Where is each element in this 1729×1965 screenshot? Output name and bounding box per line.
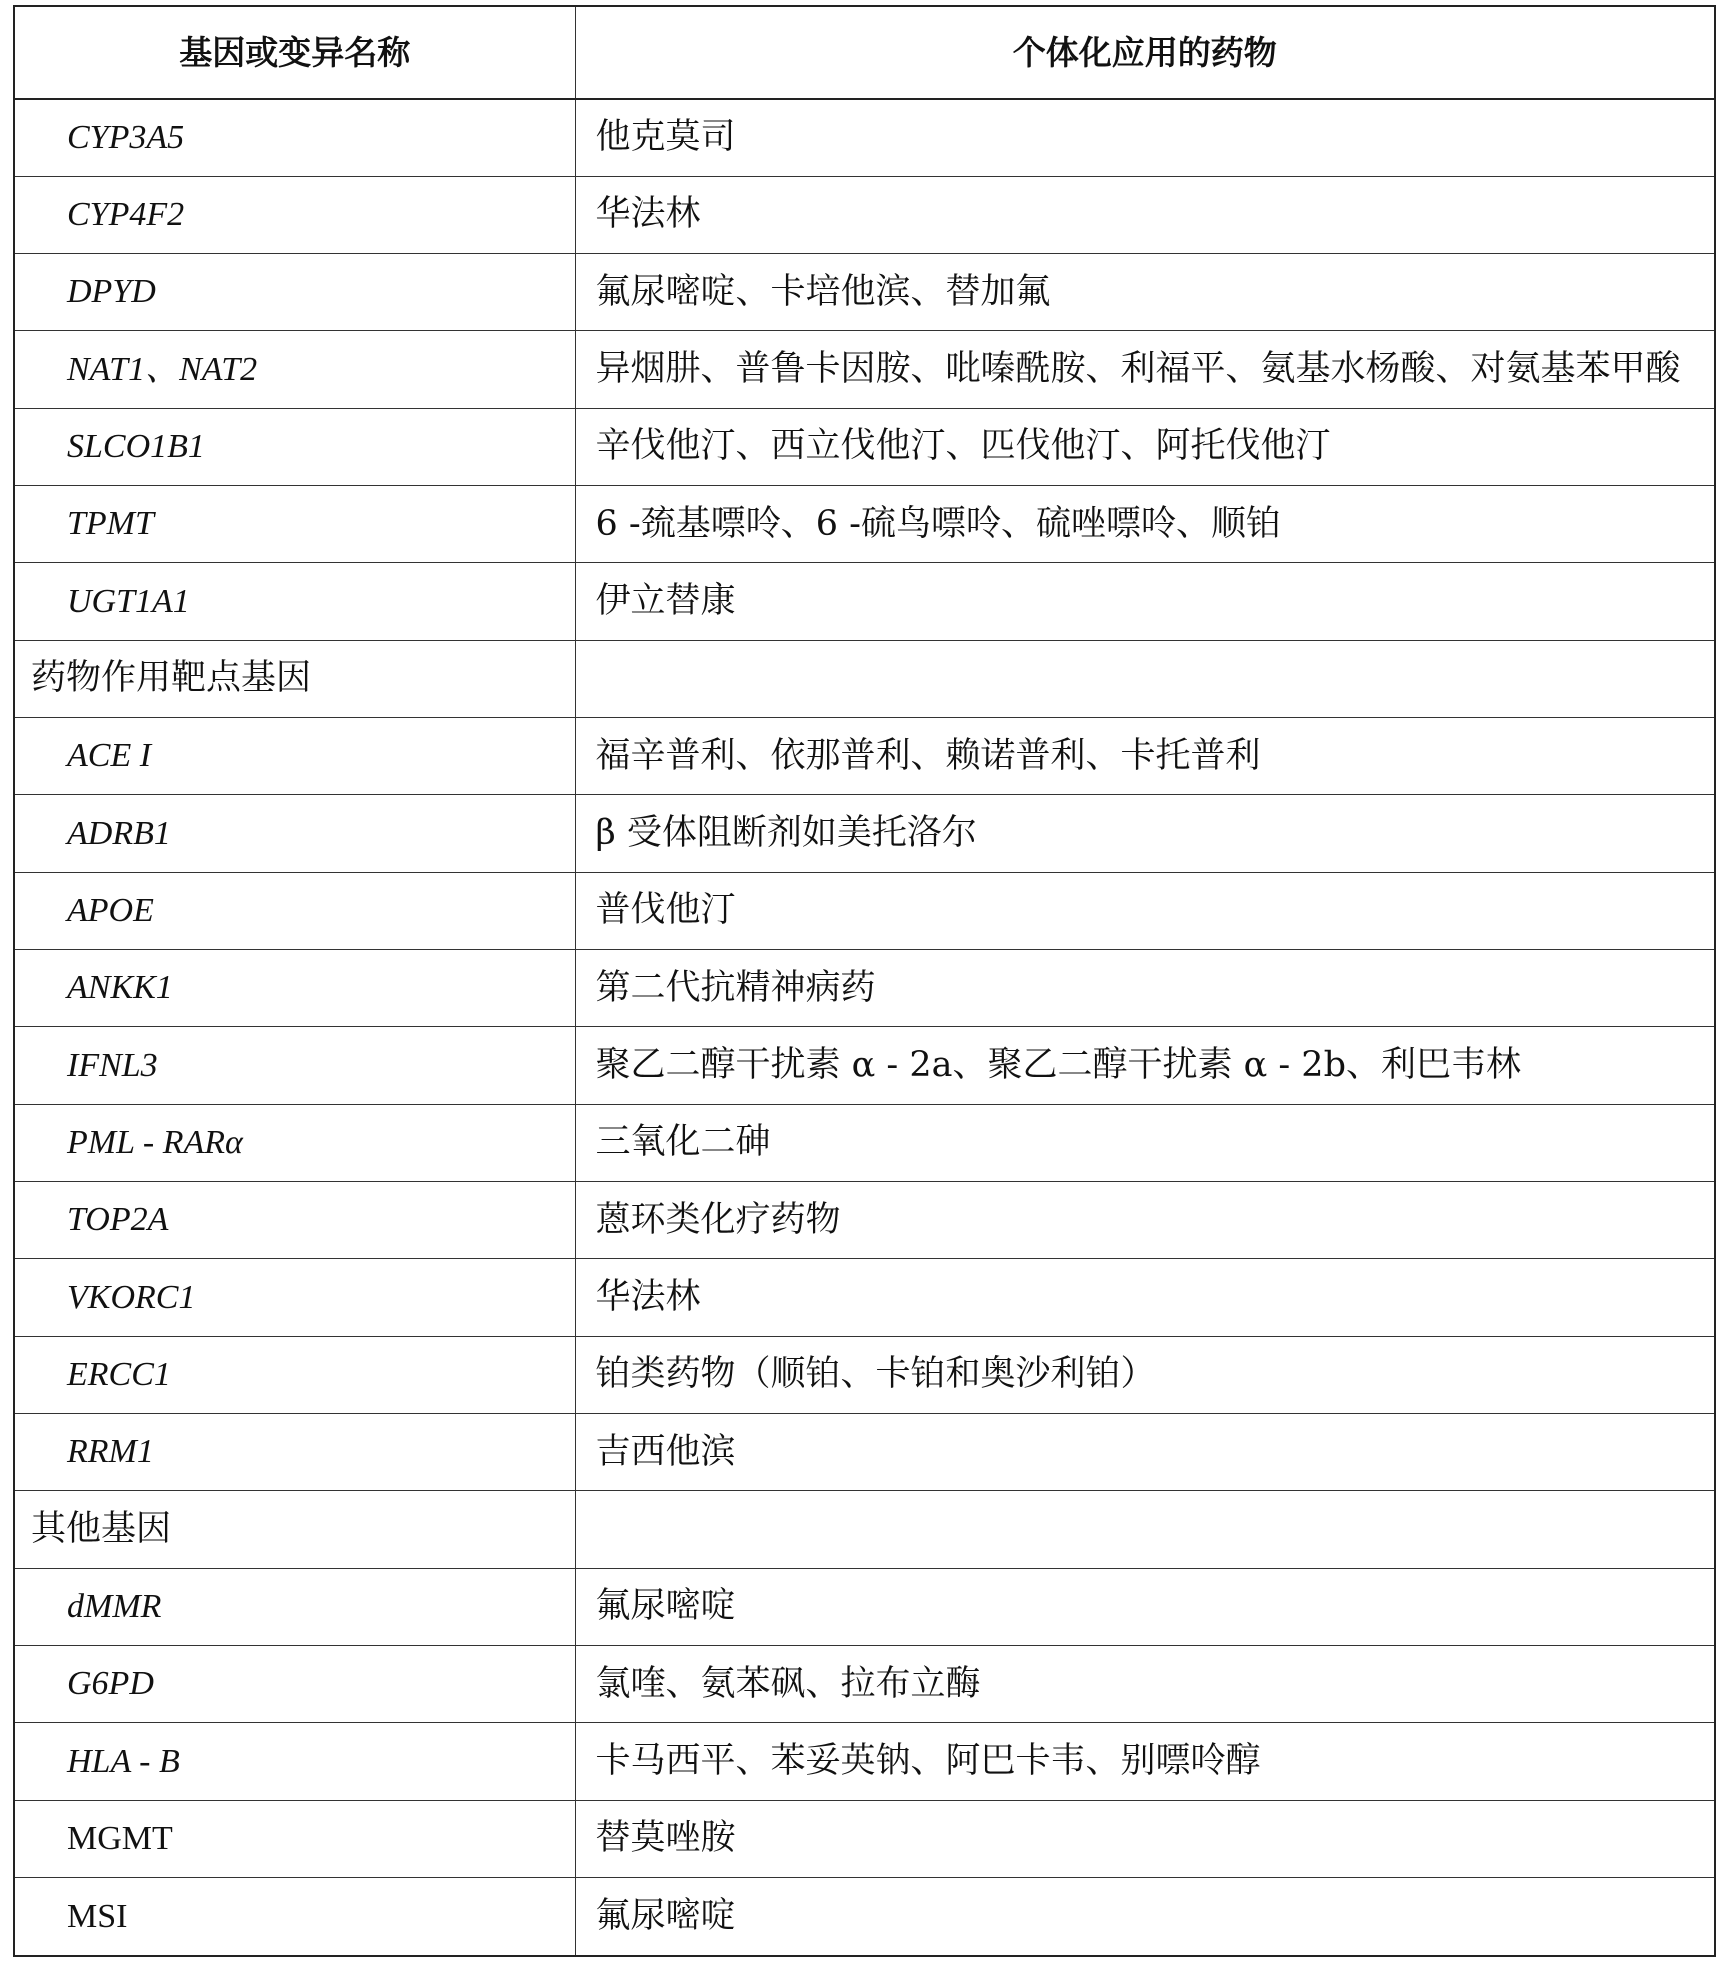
drug-cell: 伊立替康: [575, 563, 1714, 640]
section-empty-cell: [575, 1491, 1714, 1568]
gene-name-cell: MSI: [15, 1878, 575, 1955]
drug-cell: 华法林: [575, 1259, 1714, 1336]
gene-name-cell: ERCC1: [15, 1336, 575, 1413]
table-row: [15, 486, 1714, 563]
gene-name-cell: HLA - B: [15, 1723, 575, 1800]
table-body: [15, 99, 1714, 1955]
table-row: [15, 1646, 1714, 1723]
table-row: [15, 563, 1714, 640]
drug-cell: 他克莫司: [575, 99, 1714, 176]
gene-name-cell: UGT1A1: [15, 563, 575, 640]
header-gene: 基因或变异名称: [15, 7, 575, 99]
drug-cell: 卡马西平、苯妥英钠、阿巴卡韦、别嘌呤醇: [575, 1723, 1714, 1800]
pharmacogenomics-table-container: [13, 5, 1716, 1957]
section-label: 其他基因: [15, 1491, 575, 1568]
table-row: [15, 872, 1714, 949]
drug-cell: 吉西他滨: [575, 1414, 1714, 1491]
table-row: [15, 1800, 1714, 1877]
table-row: [15, 1568, 1714, 1645]
section-row: [15, 1491, 1714, 1568]
gene-name-cell: ANKK1: [15, 950, 575, 1027]
drug-cell: 异烟肼、普鲁卡因胺、吡嗪酰胺、利福平、氨基水杨酸、对氨基苯甲酸: [575, 331, 1714, 408]
drug-cell: 氟尿嘧啶、卡培他滨、替加氟: [575, 254, 1714, 331]
section-empty-cell: [575, 640, 1714, 717]
drug-cell: 华法林: [575, 176, 1714, 253]
table-row: [15, 1182, 1714, 1259]
gene-name-cell: VKORC1: [15, 1259, 575, 1336]
table-row: [15, 408, 1714, 485]
drug-cell: 6 -巯基嘌呤、6 -硫鸟嘌呤、硫唑嘌呤、顺铂: [575, 486, 1714, 563]
drug-cell: 三氧化二砷: [575, 1104, 1714, 1181]
gene-name-cell: PML - RARα: [15, 1104, 575, 1181]
gene-name-cell: ACE I: [15, 718, 575, 795]
table-row: [15, 1104, 1714, 1181]
table-row: [15, 718, 1714, 795]
drug-cell: 聚乙二醇干扰素 α - 2a、聚乙二醇干扰素 α - 2b、利巴韦林: [575, 1027, 1714, 1104]
drug-cell: 氯喹、氨苯砜、拉布立酶: [575, 1646, 1714, 1723]
drug-cell: 蒽环类化疗药物: [575, 1182, 1714, 1259]
table-header: [15, 7, 1714, 99]
drug-cell: 第二代抗精神病药: [575, 950, 1714, 1027]
gene-name-cell: IFNL3: [15, 1027, 575, 1104]
table-row: [15, 1878, 1714, 1955]
gene-name-cell: NAT1、NAT2: [15, 331, 575, 408]
gene-name-cell: APOE: [15, 872, 575, 949]
drug-cell: 辛伐他汀、西立伐他汀、匹伐他汀、阿托伐他汀: [575, 408, 1714, 485]
drug-cell: 氟尿嘧啶: [575, 1878, 1714, 1955]
drug-cell: 氟尿嘧啶: [575, 1568, 1714, 1645]
gene-name-cell: CYP3A5: [15, 99, 575, 176]
gene-name-cell: SLCO1B1: [15, 408, 575, 485]
table-row: [15, 1414, 1714, 1491]
drug-cell: β 受体阻断剂如美托洛尔: [575, 795, 1714, 872]
gene-name-cell: TPMT: [15, 486, 575, 563]
gene-name-cell: CYP4F2: [15, 176, 575, 253]
table-row: [15, 950, 1714, 1027]
table-row: [15, 1027, 1714, 1104]
drug-cell: 福辛普利、依那普利、赖诺普利、卡托普利: [575, 718, 1714, 795]
header-drug: 个体化应用的药物: [575, 7, 1714, 99]
table-row: [15, 1723, 1714, 1800]
gene-name-cell: MGMT: [15, 1800, 575, 1877]
table-row: [15, 99, 1714, 176]
table-row: [15, 331, 1714, 408]
gene-name-cell: dMMR: [15, 1568, 575, 1645]
drug-cell: 替莫唑胺: [575, 1800, 1714, 1877]
drug-cell: 铂类药物（顺铂、卡铂和奥沙利铂）: [575, 1336, 1714, 1413]
table-row: [15, 254, 1714, 331]
gene-name-cell: TOP2A: [15, 1182, 575, 1259]
table-row: [15, 1336, 1714, 1413]
gene-name-cell: RRM1: [15, 1414, 575, 1491]
table-row: [15, 1259, 1714, 1336]
gene-name-cell: ADRB1: [15, 795, 575, 872]
drug-cell: 普伐他汀: [575, 872, 1714, 949]
section-label: 药物作用靶点基因: [15, 640, 575, 717]
gene-name-cell: DPYD: [15, 254, 575, 331]
header-row: [15, 7, 1714, 99]
table-row: [15, 176, 1714, 253]
section-row: [15, 640, 1714, 717]
gene-name-cell: G6PD: [15, 1646, 575, 1723]
gene-drug-table: [15, 7, 1714, 1955]
table-row: [15, 795, 1714, 872]
